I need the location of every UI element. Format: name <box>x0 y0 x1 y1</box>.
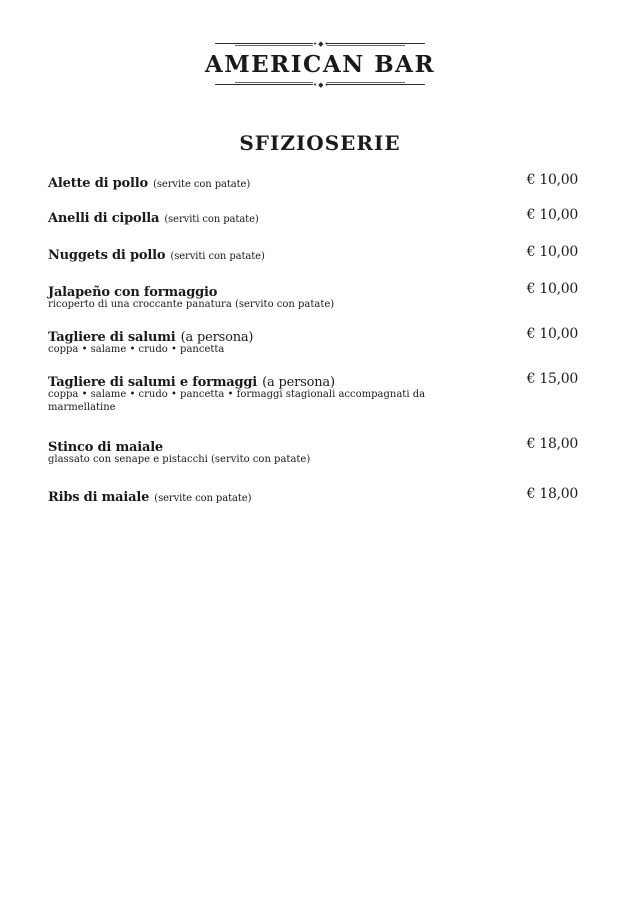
item-description: glassato con senape e pistacchi (servito con patate) <box>48 454 311 465</box>
menu-item <box>48 207 580 227</box>
item-price: € 10,00 <box>526 244 578 260</box>
logo-title: AMERICAN BAR <box>204 51 436 78</box>
menu-item <box>48 244 580 264</box>
item-price: € 10,00 <box>526 326 578 342</box>
menu-item <box>48 172 580 192</box>
item-price: € 10,00 <box>526 172 578 188</box>
menu-item <box>48 436 580 466</box>
item-note: (servite con patate) <box>153 179 251 190</box>
menu-item <box>48 371 580 414</box>
ornament-icon: •◆• <box>313 40 330 48</box>
item-price: € 18,00 <box>526 486 578 502</box>
item-note: (a persona) <box>262 375 335 390</box>
item-name: Tagliere di salumi <box>48 330 176 345</box>
menu-item <box>48 326 580 356</box>
item-name: Nuggets di pollo <box>48 248 166 263</box>
item-name: Anelli di cipolla <box>48 211 160 226</box>
item-description: coppa • salame • crudo • pancetta • formaggi stagionali accompagnati da marmellatine <box>48 389 426 413</box>
item-description: ricoperto di una croccante panatura (servito con patate) <box>48 299 335 310</box>
item-note: (a persona) <box>180 330 254 345</box>
item-description: coppa • salame • crudo • pancetta <box>48 344 225 355</box>
item-note: (serviti con patate) <box>170 251 265 262</box>
brand-logo <box>0 40 640 89</box>
logo-bottom-rule <box>215 81 425 89</box>
item-price: € 18,00 <box>526 436 578 452</box>
menu-item <box>48 281 580 311</box>
item-name: Alette di pollo <box>48 176 148 191</box>
item-price: € 10,00 <box>526 207 578 223</box>
item-price: € 10,00 <box>526 281 578 297</box>
menu-item <box>48 486 580 506</box>
item-name: Ribs di maiale <box>48 490 150 505</box>
item-note: (servite con patate) <box>154 493 252 504</box>
item-name: Stinco di maiale <box>48 440 163 455</box>
section-title: SFIZIOSERIE <box>239 131 401 155</box>
item-name: Jalapeño con formaggio <box>48 285 218 300</box>
item-note: (serviti con patate) <box>164 214 259 225</box>
item-price: € 15,00 <box>526 371 578 387</box>
ornament-icon: •◆• <box>313 81 330 89</box>
item-name: Tagliere di salumi e formaggi <box>48 375 258 390</box>
logo-top-rule <box>215 40 425 48</box>
